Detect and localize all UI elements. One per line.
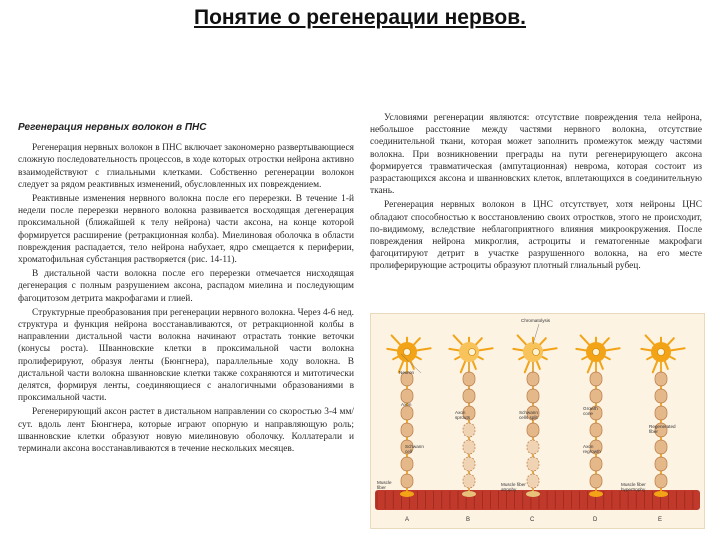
myelin-segment: [401, 406, 413, 420]
figure-drawing: [371, 314, 704, 528]
motor-endplate: [589, 491, 603, 497]
paragraph: Регенерация нервных волокон в ЦНС отсутствует, хотя нейроны ЦНС обладают способностью к восстановлению своих отростков, этого не происходит, по-видимому, вследствие неблагоприятного влияния микроокружения. После повреждения нейрона микроглия, астроциты и гематогенные макрофаги фагоцитируют детрит в участке разрушенного волокна, на его месте пролиферирующие астроциты образуют плотный глиальный рубец.: [370, 200, 702, 272]
paragraph: Структурные преобразования при регенерации нервного волокна. Через 4-6 нед. структура и функция нейрона восстанавливаются, от ретракционной колбы в направлении дистальной части волокна начинают отрастать тонкие веточки (конусы роста). Шванновские клетки в проксимальной части волокна пролиферируют, образуя ленты (Бюнгнера), параллельные ходу волокна. В дистальной части волокна шванновские клетки также сохраняются и митотически делятся, формируя ленты, соединяющиеся с аналогичными образованиями в проксимальной части.: [18, 307, 354, 404]
myelin-segment: [590, 423, 602, 437]
motor-endplate: [462, 491, 476, 497]
pointer-line: [533, 324, 539, 344]
paragraph: Регенерирующий аксон растет в дистальном направлении со скоростью 3-4 мм/сут. вдоль лент Бюнгнера, которые играют опорную и направляющую роль; шванновские клетки образуют новую миелиновую оболочку. Коллатерали и терминали аксона восстанавливаются в течение нескольких месяцев.: [18, 407, 354, 455]
panel-letter-a: A: [405, 517, 410, 523]
label-axon-regrowth: Axon regrowth: [583, 444, 601, 454]
myelin-segment: [401, 423, 413, 437]
myelin-segment: [463, 389, 475, 403]
panel-letter-b: B: [466, 517, 471, 523]
label-neuron: Neuron: [399, 370, 415, 375]
myelin-segment: [401, 457, 413, 471]
myelin-segment: [463, 440, 475, 454]
label-muscle-fiber: Muscle fiber: [377, 480, 392, 490]
neuron-nucleus: [469, 349, 476, 356]
panel-letter-c: C: [530, 517, 535, 523]
neuron-nucleus: [533, 349, 540, 356]
label-axon-sprouts: Axon sprouts: [455, 410, 471, 420]
myelin-segment: [463, 423, 475, 437]
paragraph: Условиями регенерации являются: отсутствие повреждения тела нейрона, небольшое расстояние между частями нервного волокна, отсутствие соединительной ткани, которая может заполнить промежуток между частями волокна. При возникновении преграды на пути регенерирующего аксона формируется травматическая (ампутационная) неврома, которая состоит из разрастающихся аксона и шванновских клеток, вплетающихся в соединительную ткань.: [370, 113, 702, 197]
myelin-segment: [463, 474, 475, 488]
myelin-segment: [401, 474, 413, 488]
left-text-column: [18, 118, 354, 457]
paragraph: Реактивные изменения нервного волокна после его перерезки. В течение 1-й недели после перерезки нервного волокна развивается восходящая дегенерация проксимальной (ближайшей к телу нейрона) части аксона, на конце которой формируется расширение (ретракционная колба). Миелиновая оболочка в области повреждения распадается, тело нейрона набухает, ядро смещается к периферии, хроматофильная субстанция растворяется (рис. 14-11).: [18, 194, 354, 266]
myelin-segment: [527, 372, 539, 386]
right-text-column: [370, 112, 702, 275]
myelin-segment: [527, 457, 539, 471]
neuron-nucleus: [593, 349, 600, 356]
paragraph: Регенерация нервных волокон в ПНС включает закономерно развертывающиеся сложную последовательность процессов, в ходе которых отростки нейрона активно взаимодействуют с глиальными клетками. Собственно регенерации волокон следует за рядом реактивных изменений, обусловленных их повреждением.: [18, 143, 354, 190]
neuron-nucleus: [658, 349, 665, 356]
panel-letter-e: E: [658, 517, 663, 523]
myelin-segment: [655, 389, 667, 403]
motor-endplate: [400, 491, 414, 497]
label-chromatolysis: Chromatolysis: [521, 318, 551, 323]
myelin-segment: [655, 372, 667, 386]
myelin-segment: [463, 372, 475, 386]
myelin-segment: [463, 457, 475, 471]
label-schwann-split: Schwann cells split: [519, 410, 538, 420]
section-heading: Регенерация нервных волокон в ПНС: [18, 122, 207, 133]
label-muscle-atrophy: Muscle fiber atrophy: [501, 482, 526, 492]
label-axon: Axon: [401, 402, 412, 407]
motor-endplate: [654, 491, 668, 497]
myelin-segment: [527, 423, 539, 437]
panel-letter-d: D: [593, 517, 598, 523]
label-regenerated: Regenerated fiber: [649, 424, 676, 434]
nerve-regeneration-figure: [370, 313, 705, 529]
page-title: Понятие о регенерации нервов.: [194, 6, 526, 29]
myelin-segment: [655, 474, 667, 488]
myelin-segment: [655, 457, 667, 471]
myelin-segment: [655, 406, 667, 420]
label-schwann-cell: Schwann cell: [405, 444, 424, 454]
myelin-segment: [401, 389, 413, 403]
myelin-segment: [590, 372, 602, 386]
myelin-segment: [590, 389, 602, 403]
myelin-segment: [527, 440, 539, 454]
label-hypertrophy: Muscle fiber hypertrophy: [621, 482, 646, 492]
myelin-segment: [590, 457, 602, 471]
label-growth-cone: Growth cone: [583, 406, 598, 416]
myelin-segment: [527, 389, 539, 403]
neuron-nucleus: [404, 349, 411, 356]
myelin-segment: [655, 440, 667, 454]
myelin-segment: [590, 474, 602, 488]
paragraph: В дистальной части волокна после его перерезки отмечается нисходящая дегенерация с полным разрушением аксона, распадом миелина и последующим фагоцитозом детрита макрофагами и глией.: [18, 269, 354, 304]
